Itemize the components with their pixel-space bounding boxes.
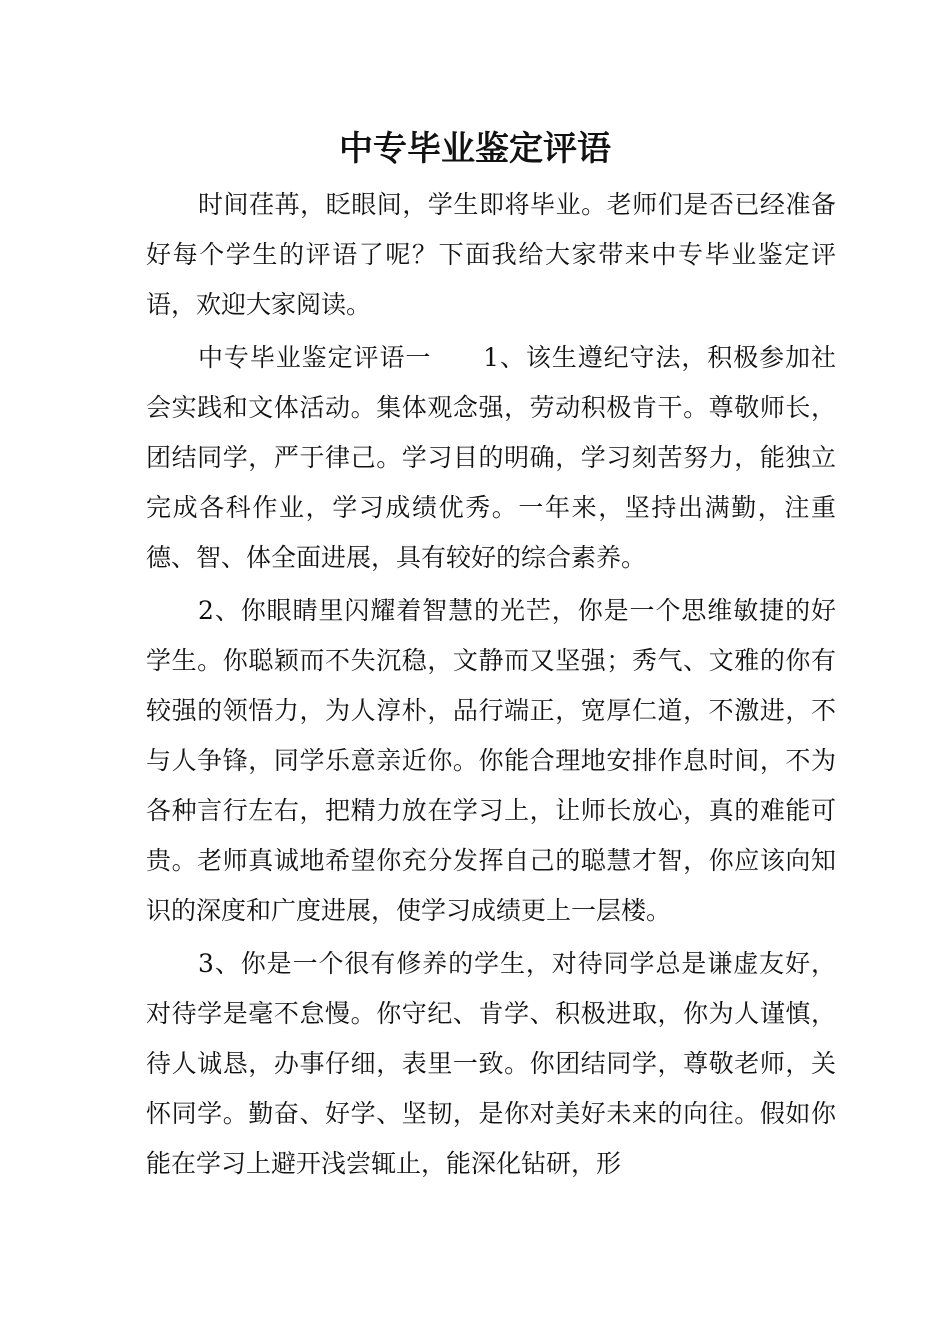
document-title: 中专毕业鉴定评语	[339, 129, 611, 169]
paragraph-comment-1: 中专毕业鉴定评语一 1、该生遵纪守法，积极参加社会实践和文体活动。集体观念强，劳动积极肯干。尊敬师长，团结同学，严于律己。学习目的明确，学习刻苦努力，能独立完成各科作业，学习成绩优秀。一年来，坚持出满勤，注重德、智、体全面进展，具有较好的综合素养。	[146, 343, 836, 572]
paragraph-intro: 时间荏苒，眨眼间，学生即将毕业。老师们是否已经准备好每个学生的评语了呢？下面我给大家带来中专毕业鉴定评语，欢迎大家阅读。	[146, 190, 836, 319]
document-body	[146, 180, 836, 1192]
paragraph-comment-3: 3、你是一个很有修养的学生，对待同学总是谦虚友好，对待学是毫不怠慢。你守纪、肯学、积极进取，你为人谨慎，待人诚恳，办事仔细，表里一致。你团结同学，尊敬老师，关怀同学。勤奋、好学、坚韧，是你对美好未来的向往。假如你能在学习上避开浅尝辄止，能深化钻研，形	[146, 949, 836, 1178]
paragraph-comment-2: 2、你眼睛里闪耀着智慧的光芒，你是一个思维敏捷的好学生。你聪颖而不失沉稳，文静而又坚强；秀气、文雅的你有较强的领悟力，为人淳朴，品行端正，宽厚仁道，不激进，不与人争锋，同学乐意亲近你。你能合理地安排作息时间，不为各种言行左右，把精力放在学习上，让师长放心，真的难能可贵。老师真诚地希望你充分发挥自己的聪慧才智，你应该向知识的深度和广度进展，使学习成绩更上一层楼。	[146, 596, 836, 925]
